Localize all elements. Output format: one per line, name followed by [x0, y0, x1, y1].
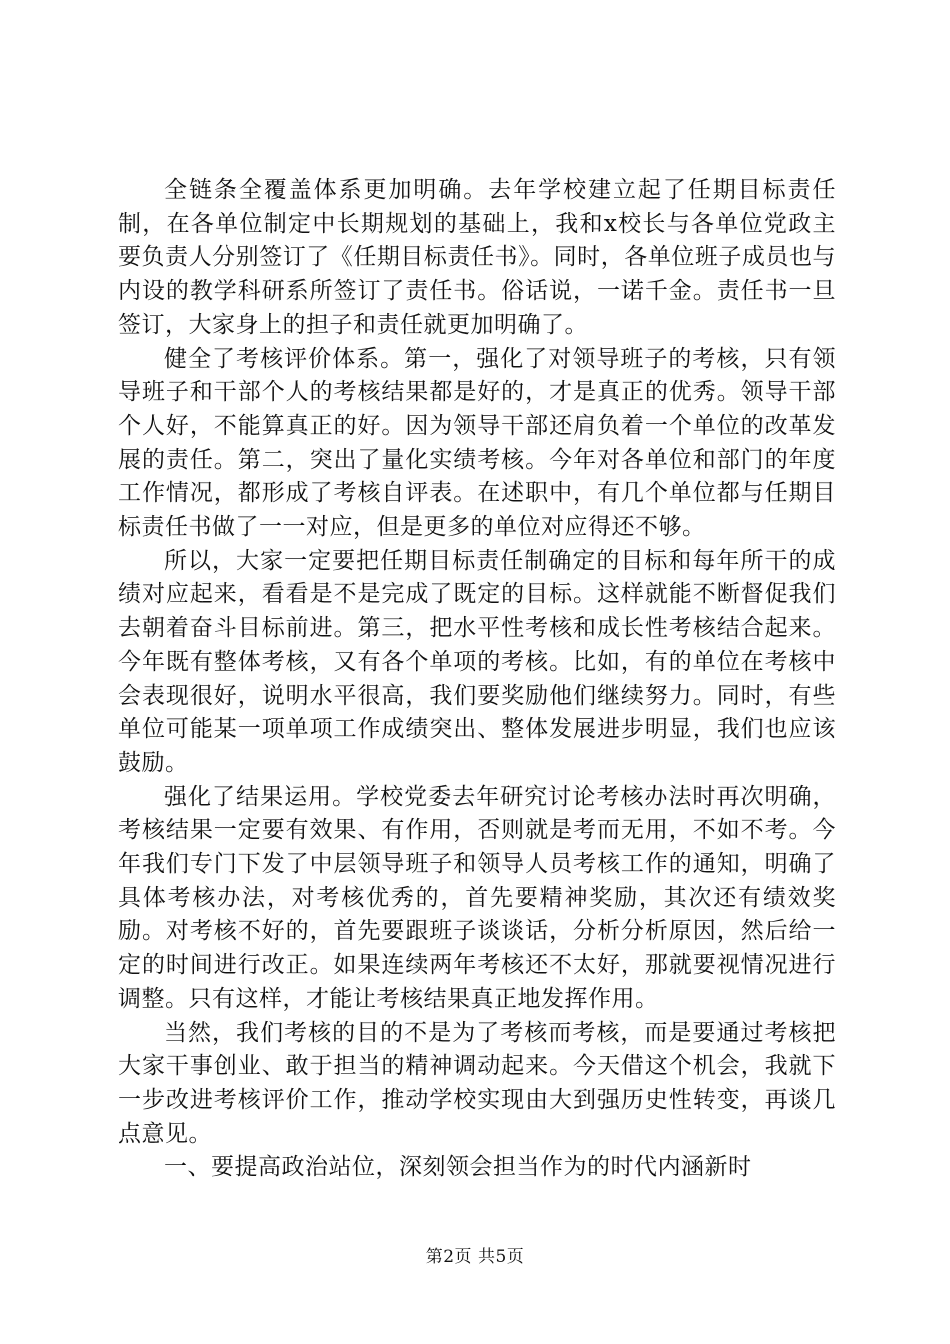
page-footer: 第2页 共5页 — [425, 1247, 525, 1267]
body-text — [118, 174, 836, 1185]
paragraph-3: 所以，大家一定要把任期目标责任制确定的目标和每年所干的成绩对应起来，看看是不是完成了既定的目标。这样就能不断督促我们去朝着奋斗目标前进。第三，把水平性考核和成长性考核结合起来。今年既有整体考核，又有各个单项的考核。比如，有的单位在考核中会表现很好，说明水平很高，我们要奖励他们继续努力。同时，有些单位可能某一项单项工作成绩突出、整体发展进步明显，我们也应该鼓励。 — [118, 547, 836, 776]
paragraph-4: 强化了结果运用。学校党委去年研究讨论考核办法时再次明确，考核结果一定要有效果、有作用，否则就是考而无用，不如不考。今年我们专门下发了中层领导班子和领导人员考核工作的通知，明确了具体考核办法，对考核优秀的，首先要精神奖励，其次还有绩效奖励。对考核不好的，首先要跟班子谈谈话，分析分析原因，然后给一定的时间进行改正。如果连续两年考核还不太好，那就要视情况进行调整。只有这样，才能让考核结果真正地发挥作用。 — [118, 783, 836, 1012]
paragraph-6: 一、要提高政治站位，深刻领会担当作为的时代内涵新时 — [164, 1154, 752, 1181]
paragraph-1: 全链条全覆盖体系更加明确。去年学校建立起了任期目标责任制，在各单位制定中长期规划的基础上，我和x校长与各单位党政主要负责人分别签订了《任期目标责任书》。同时，各单位班子成员也与内设的教学科研系所签订了责任书。俗话说，一诺千金。责任书一旦签订，大家身上的担子和责任就更加明确了。 — [118, 177, 836, 338]
paragraph-5: 当然，我们考核的目的不是为了考核而考核，而是要通过考核把大家干事创业、敢于担当的精神调动起来。今天借这个机会，我就下一步改进考核评价工作，推动学校实现由大到强历史性转变，再谈几点意见。 — [118, 1019, 836, 1147]
paragraph-2: 健全了考核评价体系。第一，强化了对领导班子的考核，只有领导班子和干部个人的考核结果都是好的，才是真正的优秀。领导干部个人好，不能算真正的好。因为领导干部还肩负着一个单位的改革发展的责任。第二，突出了量化实绩考核。今年对各单位和部门的年度工作情况，都形成了考核自评表。在述职中，有几个单位都与任期目标责任书做了一一对应，但是更多的单位对应得还不够。 — [118, 345, 836, 541]
